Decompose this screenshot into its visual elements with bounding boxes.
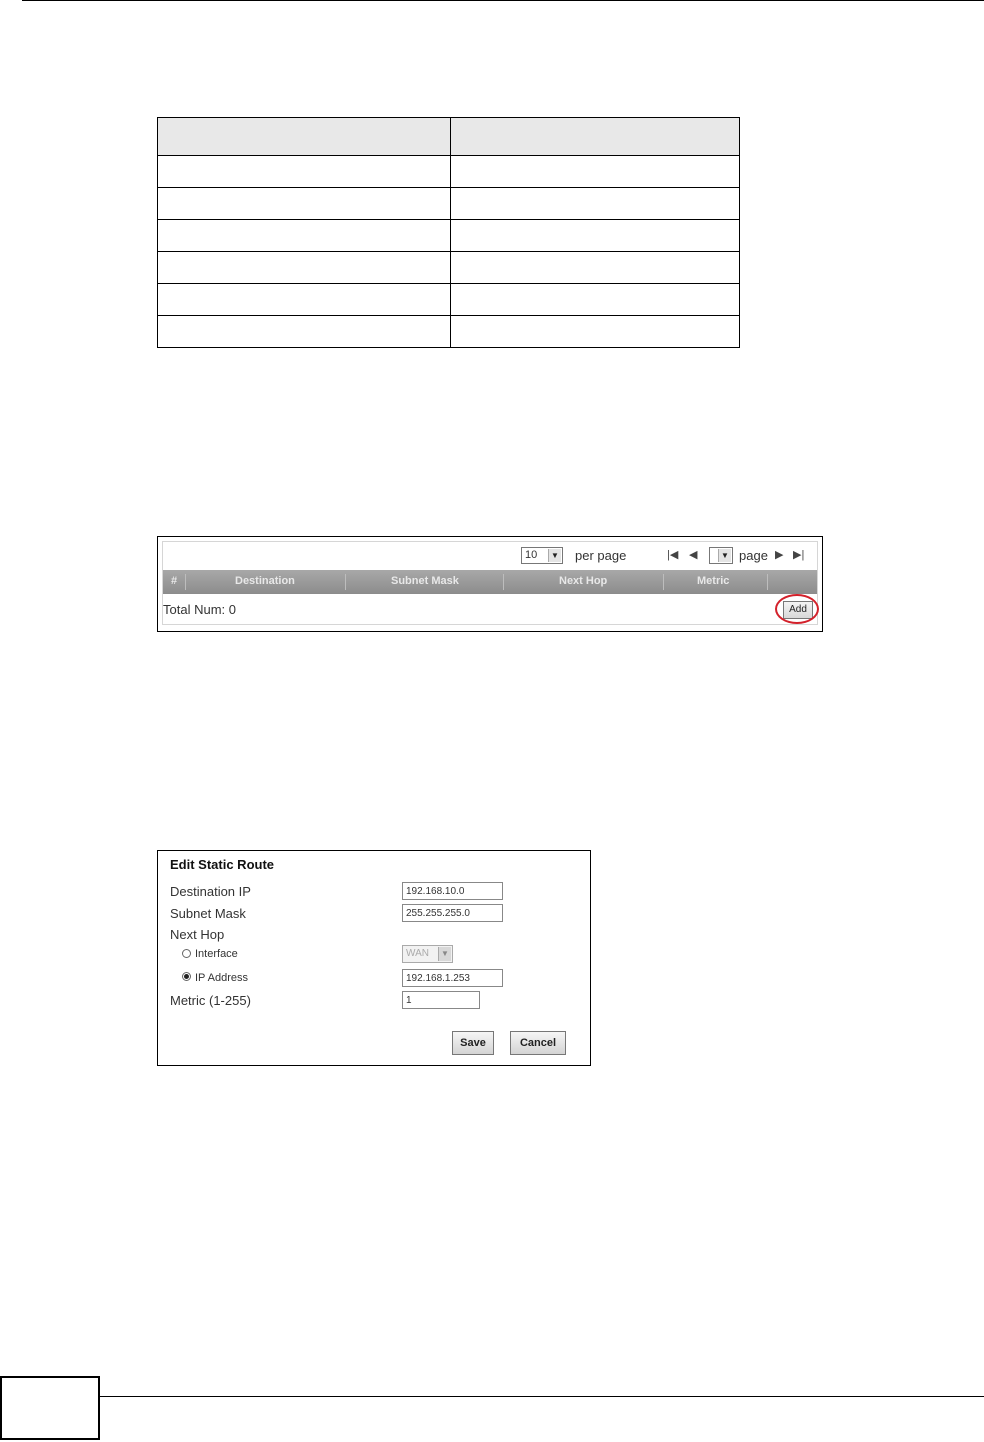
chevron-down-icon: ▼ (548, 549, 561, 562)
header-rule (22, 0, 984, 1)
metric-label: Metric (1-255) (170, 993, 251, 1008)
column-header-destination: Destination (235, 575, 295, 587)
chevron-down-icon: ▼ (438, 947, 451, 961)
page-select[interactable] (709, 547, 733, 564)
table-header-row (158, 118, 740, 156)
ip-address-radio[interactable] (182, 972, 191, 981)
table-row (158, 284, 740, 316)
column-header-next-hop: Next Hop (559, 575, 608, 587)
per-page-select[interactable] (521, 547, 563, 564)
next-page-icon[interactable]: ▶ (775, 549, 784, 561)
table-row (158, 188, 740, 220)
interface-select-value: WAN (406, 948, 429, 959)
table-row (158, 220, 740, 252)
page-label: page (739, 548, 768, 563)
table-row (158, 156, 740, 188)
ip-address-label: IP Address (195, 972, 248, 984)
page-number-box (0, 1376, 100, 1440)
edit-static-route-screenshot (157, 850, 591, 1066)
metric-input[interactable] (402, 991, 480, 1009)
add-button[interactable]: Add (783, 601, 813, 619)
last-page-icon[interactable]: ▶| (793, 549, 805, 561)
cancel-button[interactable]: Cancel (510, 1031, 566, 1055)
route-list-panel (162, 541, 818, 625)
column-divider (185, 574, 186, 590)
static-route-list-screenshot (157, 536, 823, 632)
first-page-icon[interactable]: |◀ (667, 549, 679, 561)
footer-rule (100, 1396, 984, 1397)
add-button-highlight (775, 594, 819, 624)
chevron-down-icon: ▼ (718, 549, 731, 562)
subnet-mask-input[interactable] (402, 904, 503, 922)
column-divider (663, 574, 664, 590)
interface-select[interactable] (402, 945, 453, 963)
table-row (158, 316, 740, 348)
pagination-bar (163, 542, 817, 568)
next-hop-label: Next Hop (170, 927, 225, 942)
blank-table (157, 117, 740, 348)
form-title: Edit Static Route (170, 857, 275, 872)
column-header-row (163, 570, 817, 594)
destination-ip-label: Destination IP (170, 884, 251, 899)
column-header-index: # (171, 575, 178, 587)
destination-ip-input[interactable] (402, 882, 503, 900)
per-page-value: 10 (525, 549, 538, 561)
interface-label: Interface (195, 948, 238, 960)
table-row (158, 252, 740, 284)
save-button[interactable]: Save (452, 1031, 494, 1055)
column-divider (503, 574, 504, 590)
total-num-label: Total Num: 0 (163, 602, 236, 617)
per-page-label: per page (575, 548, 627, 563)
column-divider (767, 574, 768, 590)
column-divider (345, 574, 346, 590)
column-header-metric: Metric (697, 575, 730, 587)
subnet-mask-label: Subnet Mask (170, 906, 246, 921)
interface-radio[interactable] (182, 949, 191, 958)
previous-page-icon[interactable]: ◀ (689, 549, 698, 561)
column-header-subnet-mask: Subnet Mask (391, 575, 459, 587)
ip-address-input[interactable] (402, 969, 503, 987)
